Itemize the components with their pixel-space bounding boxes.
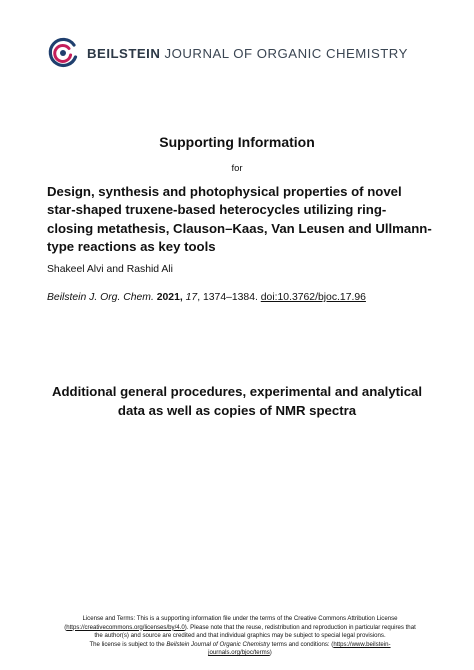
citation-year: 2021 xyxy=(156,292,180,303)
license-text-1: License and Terms: This is a supporting information file under the terms of the Creative Commons Attribution License ( xyxy=(64,615,398,631)
journal-header xyxy=(47,37,408,69)
doi-link[interactable]: doi:10.3762/bjoc.17.96 xyxy=(260,292,366,303)
journal-name xyxy=(87,46,408,61)
citation-journal: Beilstein J. Org. Chem. xyxy=(47,292,154,303)
journal-name-rest: JOURNAL OF ORGANIC CHEMISTRY xyxy=(160,45,408,61)
license-text-2: ). Please note that the reuse, redistribution and reproduction in particular requires that the author(s) and source are credited and that individual graphics may be subject to special legal provisions. xyxy=(94,623,416,640)
journal-name-bold: BEILSTEIN xyxy=(87,45,161,61)
citation-pages: , 1374–1384. xyxy=(197,292,258,303)
for-label: for xyxy=(231,163,243,174)
license-footer xyxy=(60,615,420,658)
additional-info-heading: Additional general procedures, experimental and analytical data as well as copies of NMR spectra xyxy=(51,384,423,418)
cc-license-link-b[interactable]: licenses/by/4.0 xyxy=(144,623,185,631)
license-line2-journal: Beilstein Journal of Organic Chemistry xyxy=(166,640,270,648)
citation: Beilstein J. Org. Chem. 2021, 17, 1374–1384. doi:10.3762/bjoc.17.96 xyxy=(47,292,366,303)
beilstein-logo-icon xyxy=(47,37,79,69)
license-line2-b: terms and conditions: ( xyxy=(269,640,334,648)
article-title: Design, synthesis and photophysical properties of novel star-shaped truxene-based heterocycles utilizing ring-closing metathesis, Clauson–Kaas, Van Leusen and Ullmann-type reactions as key tools xyxy=(47,184,432,254)
cc-license-link-a[interactable]: https://creativecommons.org/ xyxy=(66,623,145,631)
citation-volume: 17 xyxy=(185,292,198,303)
supporting-information-title: Supporting Information xyxy=(159,134,315,150)
terms-link[interactable]: https://www.beilstein-journals.org/bjoc/terms xyxy=(208,640,391,657)
authors: Shakeel Alvi and Rashid Ali xyxy=(47,264,173,275)
license-line2-a: The license is subject to the xyxy=(89,640,167,648)
license-line2-c: ) xyxy=(269,649,272,657)
